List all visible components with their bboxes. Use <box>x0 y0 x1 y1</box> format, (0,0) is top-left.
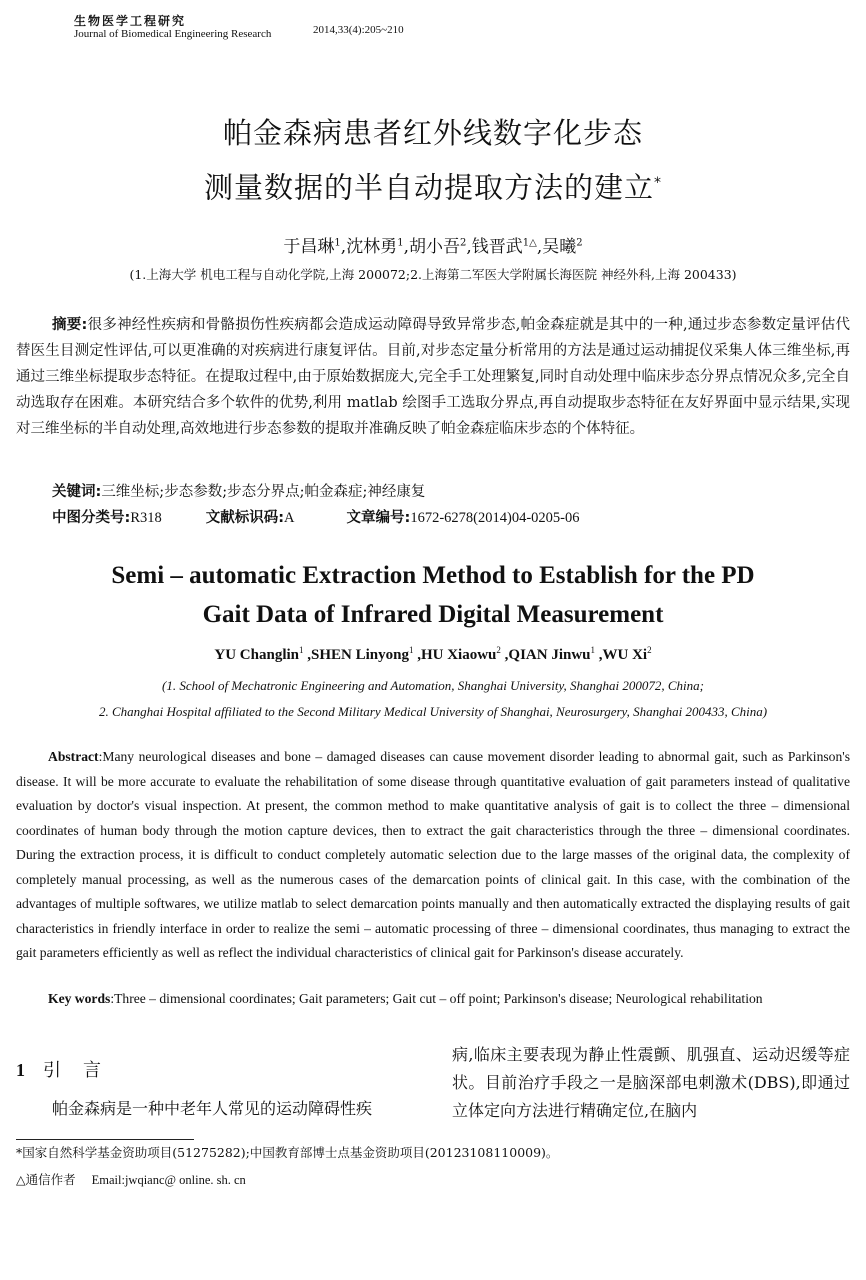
author-en-sup: 2 <box>647 645 652 655</box>
author-en-sup: 1 <box>299 645 304 655</box>
author-cn-sup: 1 <box>397 237 404 249</box>
affiliation-en-line1: (1. School of Mechatronic Engineering and Automation, Shanghai University, Shanghai 200072, China; <box>162 678 704 693</box>
title-cn-line1: 帕金森病患者红外线数字化步态 <box>222 116 643 150</box>
journal-name-en: Journal of Biomedical Engineering Research <box>74 28 272 41</box>
keywords-en-text: :Three – dimensional coordinates; Gait parameters; Gait cut – off point; Parkinson's disease; Neurological rehabilitation <box>110 991 763 1006</box>
clc-label: 中图分类号: <box>52 510 131 526</box>
author-en: YU Changlin <box>214 647 299 663</box>
clc-value: R318 <box>130 510 162 526</box>
article-no-value: 1672-6278(2014)04-0205-06 <box>410 510 580 526</box>
abstract-en <box>16 745 850 966</box>
doc-code-label: 文献标识码: <box>205 510 285 526</box>
author-cn: 于昌琳 <box>283 237 335 257</box>
section-title: 引言 <box>43 1060 123 1081</box>
author-en: QIAN Jinwu <box>508 647 591 663</box>
author-cn-sup: 2 <box>576 237 583 249</box>
section-number: 1 <box>16 1060 25 1080</box>
body-left-column: 帕金森病是一种中老年人常见的运动障碍性疾 <box>52 1099 373 1118</box>
abstract-cn <box>16 312 850 442</box>
title-cn-line2: 测量数据的半自动提取方法的建立 <box>203 170 654 205</box>
section-heading <box>16 1056 123 1082</box>
abstract-en-text: :Many neurological diseases and bone – damaged diseases can cause movement disorder leading to abnormal gait, such as Parkinson's disease. It will be more accurate to evaluate the rehabilitation of some disease through quantitative evaluation of gait parameters instead of qualitative evaluation by doctor's visual inspection. At present, the common method to make quantitative analysis of gait is to collect the three – dimensional coordinates of human body through the motion capture devices, then to extract the gait characteristics through the three – dimensional coordinates. During the extraction process, it is difficult to conduct completely automatic selection due to the large masses of the original data, the complexity of completely manual processing, as well as the numerous cases of the demarcation points of clinical gait. In this case, with the combination of the advantages of multiple softwares, we utilize matlab to select demarcation points manually and then automatically extracted the displaying results of gait characteristics in friendly interface in order to realize the semi – automatic processing of three – dimensional coordinates, thus managing to extract the gait parameters efficiently as well as reflect the individual characteristics of clinical gait for Parkinson's disease accurately. <box>16 749 850 960</box>
author-en-sup: 2 <box>496 645 501 655</box>
authors-en: YU Changlin$^1$ ,SHEN Linyong$^1$ ,HU Xiaowu$^2$ ,QIAN Jinwu$^1$ ,WU Xi$^2$ <box>214 645 652 663</box>
affiliation-en-line2: 2. Changhai Hospital affiliated to the Second Military Medical University of Shanghai, Neurosurgery, Shanghai 200433, China) <box>98 704 768 719</box>
author-en: WU Xi <box>602 647 648 663</box>
title-en-line1: Semi – automatic Extraction Method to Establish for the PD <box>111 562 755 589</box>
footnote-email: Email:jwqianc@ online. sh. cn <box>91 1173 246 1187</box>
journal-name-cn: 生物医学工程研究 <box>74 14 187 28</box>
abstract-cn-text: 很多神经性疾病和骨骼损伤性疾病都会造成运动障碍导致异常步态,帕金森症就是其中的一种,通过步态参数定量评估代替医生目测定性评估,可以更准确的对疾病进行康复评估。目前,对步态定量分析常用的方法是通过运动捕捉仪采集人体三维坐标,再通过三维坐标提取步态特征。在提取过程中,由于原始数据庞大,完全手工处理繁复,同时自动处理中临床步态分界点情况众多,完全自动选取存在困难。本研究结合多个软件的优势,利用 matlab 绘图手工选取分界点,再自动提取步态特征在友好界面中显示结果,实现对三维坐标的半自动处理,高效地进行步态参数的提取并准确反映了帕金森症临床步态的个体特征。 <box>16 317 850 437</box>
keywords-cn <box>52 479 425 505</box>
author-cn-sup: 1 <box>334 237 341 249</box>
keywords-cn-label: 关键词: <box>52 484 102 500</box>
keywords-en <box>48 991 763 1007</box>
authors-cn: 于昌琳$^1$,沈林勇$^1$,胡小吾$^2$,钱晋武$^{1\triangle}$,吴曦$^2$ <box>283 237 583 257</box>
author-en: HU Xiaowu <box>420 647 497 663</box>
title-footnote-mark: * <box>654 175 662 191</box>
affiliation-cn: (1.上海大学 机电工程与自动化学院,上海 200072;2.上海第二军医大学附属长海医院 神经外科,上海 200433) <box>129 267 737 282</box>
classification-row <box>52 505 580 531</box>
abstract-cn-label: 摘要: <box>52 317 88 333</box>
footnote-correspondence <box>16 1170 246 1188</box>
author-en-sup: 1 <box>408 645 414 655</box>
article-no-label: 文章编号: <box>346 510 411 526</box>
footnote-funding: *国家自然科学基金资助项目(51275282);中国教育部博士点基金资助项目(20123108110009)。 <box>16 1145 559 1160</box>
title-en <box>0 556 866 634</box>
author-cn: 钱晋武 <box>471 237 523 257</box>
footnote-corr-label: △通信作者 <box>16 1172 76 1187</box>
footnote-divider <box>16 1139 194 1140</box>
title-cn-line2-wrap <box>0 158 866 213</box>
author-cn: 吴曦 <box>542 237 577 257</box>
keywords-en-label: Key words <box>48 991 111 1006</box>
journal-issue: 2014,33(4):205~210 <box>313 24 404 36</box>
author-cn: 胡小吾 <box>408 237 460 257</box>
title-cn <box>0 108 866 213</box>
affiliation-en <box>0 673 866 725</box>
author-en: SHEN Linyong <box>311 647 409 663</box>
author-cn-sup: 2 <box>459 237 467 249</box>
author-cn: 沈林勇 <box>346 237 398 257</box>
doc-code-value: A <box>284 510 295 526</box>
body-right-column: 病,临床主要表现为静止性震颤、肌强直、运动迟缓等症状。目前治疗手段之一是脑深部电刺激术(DBS),即通过立体定向方法进行精确定位,在脑内 <box>452 1045 850 1120</box>
journal-header <box>74 14 271 42</box>
title-en-line2: Gait Data of Infrared Digital Measurement <box>202 601 664 628</box>
abstract-en-label: Abstract <box>48 749 99 764</box>
keywords-cn-text: 三维坐标;步态参数;步态分界点;帕金森症;神经康复 <box>101 484 426 500</box>
author-cn-sup: 1△ <box>522 237 537 249</box>
author-en-sup: 1 <box>590 645 596 655</box>
